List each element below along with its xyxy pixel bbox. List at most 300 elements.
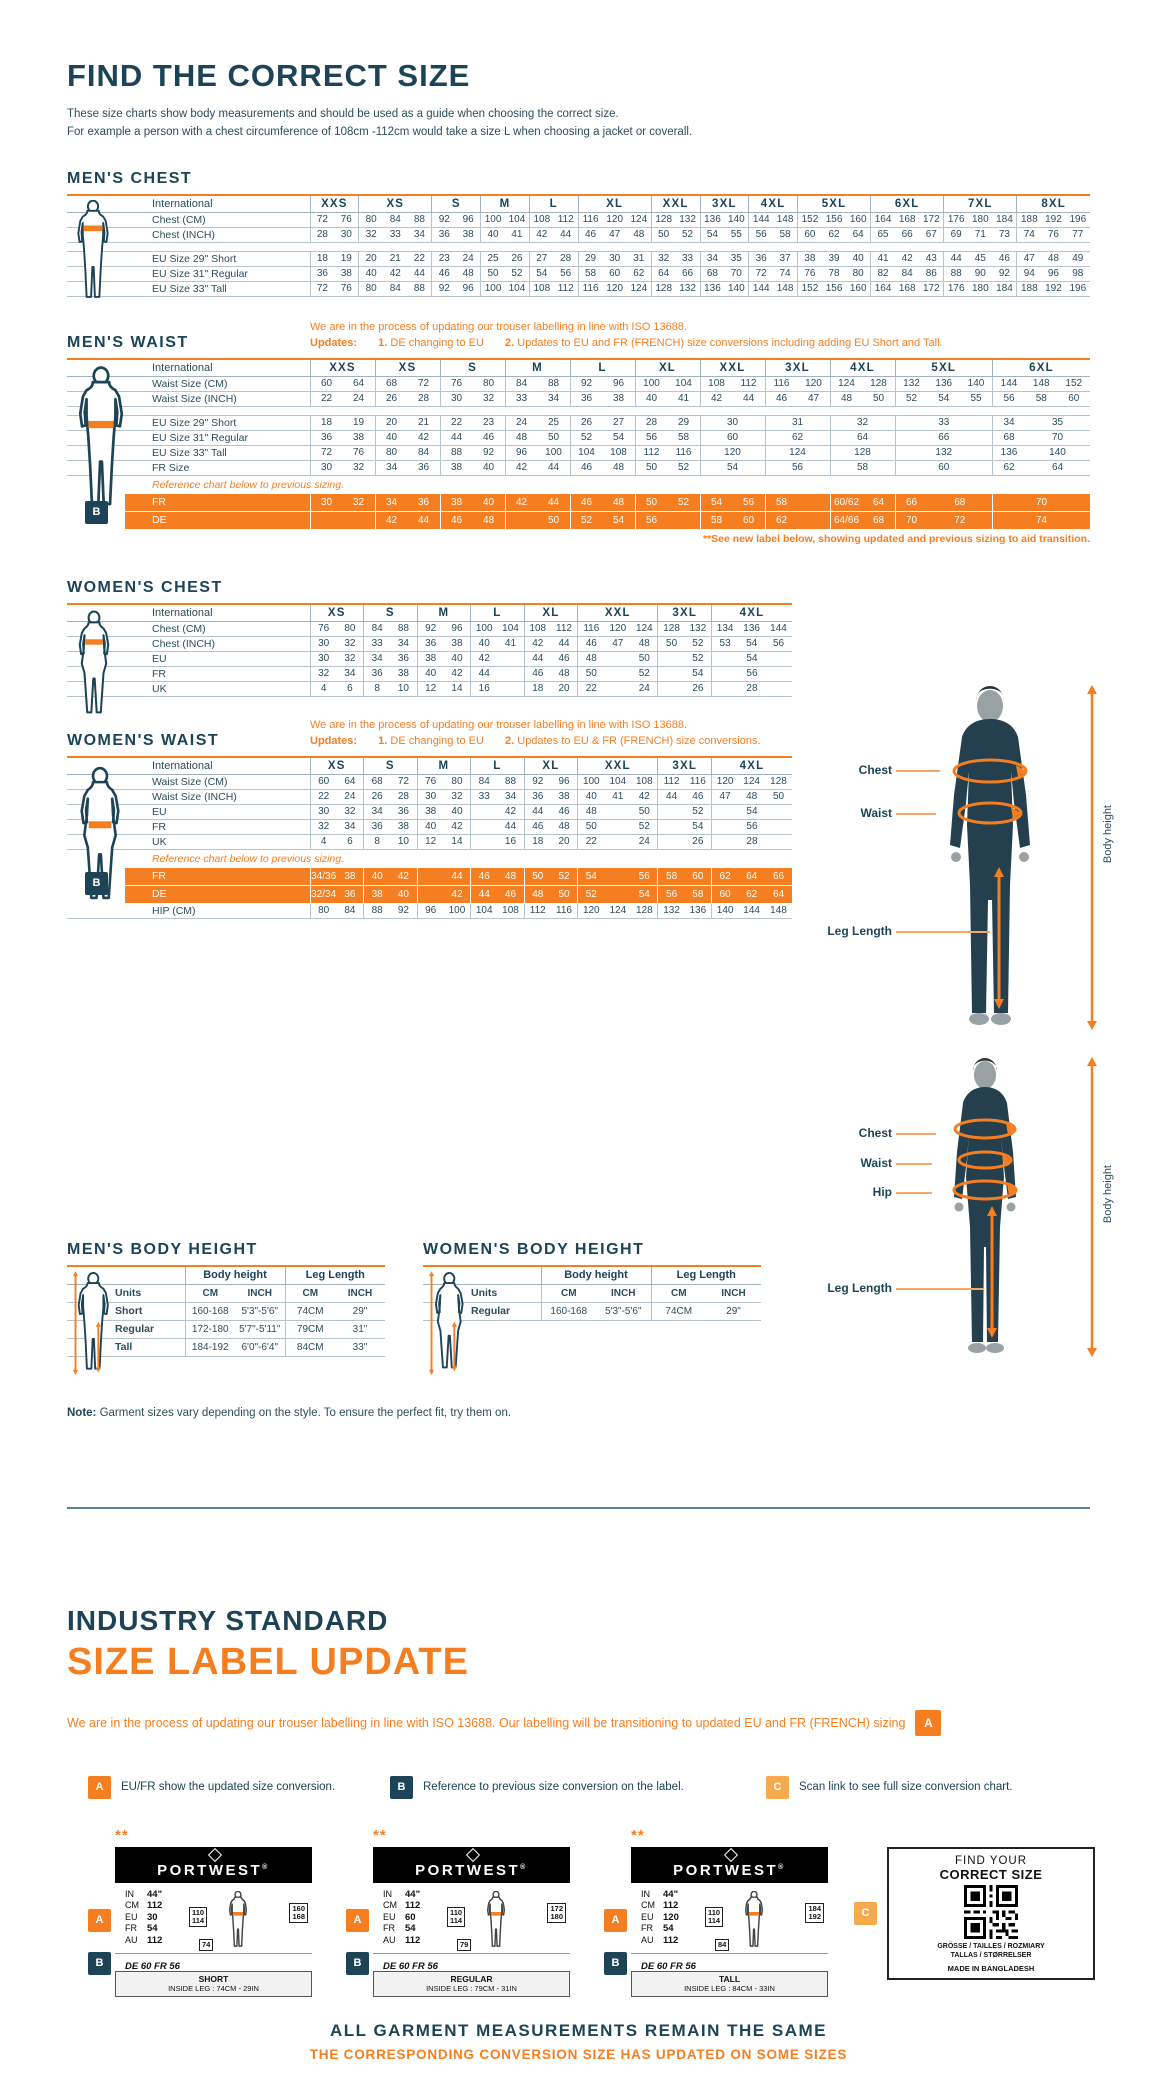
size-column-header: 3XL xyxy=(765,360,830,377)
size-column-header: 4XL xyxy=(749,196,798,213)
size-cell: 180 xyxy=(968,212,992,227)
size-cell: 116 xyxy=(668,445,701,460)
size-cell: 18 xyxy=(310,415,343,430)
size-cell: 42 xyxy=(408,430,441,445)
size-cell: 72 xyxy=(928,511,993,529)
size-cell: 55 xyxy=(960,391,993,406)
size-cell: CM xyxy=(541,1284,596,1302)
size-cell: 35 xyxy=(724,251,748,266)
badge-a: A xyxy=(604,1909,627,1932)
size-cell: 27 xyxy=(529,251,553,266)
size-cell: 76 xyxy=(334,212,358,227)
size-cell: 38 xyxy=(343,430,376,445)
badge-a: A xyxy=(88,1909,111,1932)
size-cell: 72 xyxy=(310,445,343,460)
size-cell: 23 xyxy=(432,251,456,266)
size-cell: 50 xyxy=(631,651,658,666)
size-cell: 42 xyxy=(895,251,919,266)
size-cell: 70 xyxy=(895,511,928,529)
size-cell: 48 xyxy=(578,651,605,666)
size-cell: 144 xyxy=(765,621,792,636)
row-label: DE xyxy=(67,885,310,903)
size-cell: 43 xyxy=(919,251,943,266)
size-cell: 84 xyxy=(895,266,919,281)
size-cell: 36 xyxy=(524,789,551,804)
label-figure-icon xyxy=(221,1891,255,1949)
size-column-header: L xyxy=(471,605,525,622)
leader-line xyxy=(896,1163,932,1165)
size-label-card-regular xyxy=(353,1826,570,1997)
size-cell: 33 xyxy=(505,391,538,406)
size-cell: 108 xyxy=(631,774,658,789)
size-cell: 188 xyxy=(1017,212,1041,227)
size-cell: 192 xyxy=(1041,212,1065,227)
size-cell: 40 xyxy=(473,494,506,512)
size-cell: 84CM xyxy=(285,1338,335,1356)
mens-body-height-table-wrap xyxy=(67,1265,385,1357)
size-cell: 108 xyxy=(529,212,553,227)
mens-waist-note: We are in the process of updating our trouser labelling in line with ISO 13688. Updates: 1. DE changing to EU 2. Updates to EU and FR (FRENCH) size conversions including adding EU Short and Tall. xyxy=(310,320,943,350)
size-cell: 42 xyxy=(631,789,658,804)
size-cell: 47 xyxy=(711,789,738,804)
row-label: DE xyxy=(67,511,310,529)
leader-line xyxy=(896,770,940,772)
table-row xyxy=(67,460,1090,475)
row-label: UK xyxy=(67,681,310,696)
size-cell: 100 xyxy=(481,212,505,227)
size-cell: 128 xyxy=(631,903,658,918)
badge-b: B xyxy=(604,1952,627,1975)
mens-chest-table xyxy=(67,196,1090,297)
size-cell: 60 xyxy=(603,266,627,281)
size-cell: 70 xyxy=(1025,430,1090,445)
size-cell: 124 xyxy=(604,903,631,918)
size-cell: 65 xyxy=(871,227,895,242)
size-cell: 168 xyxy=(895,212,919,227)
size-column-header: XL xyxy=(524,758,578,775)
size-cell: 28 xyxy=(711,681,792,696)
size-cell: 42 xyxy=(497,804,524,819)
portwest-diamond-icon xyxy=(207,1848,221,1862)
size-cell: 74 xyxy=(773,266,797,281)
size-cell: 112 xyxy=(658,774,685,789)
size-cell: 72 xyxy=(390,774,417,789)
size-cell: 124 xyxy=(830,376,863,391)
size-cell: 132 xyxy=(895,445,993,460)
size-cell: 88 xyxy=(944,266,968,281)
size-cell: 22 xyxy=(310,789,337,804)
size-cell: 112 xyxy=(635,445,668,460)
size-cell: 26 xyxy=(570,415,603,430)
size-column-header: 3XL xyxy=(658,758,712,775)
size-cell: 56 xyxy=(993,391,1026,406)
size-cell: 68 xyxy=(375,376,408,391)
size-cell: 84 xyxy=(364,621,391,636)
size-cell: 184-192 xyxy=(185,1338,235,1356)
size-cell: 62 xyxy=(711,868,738,886)
size-cell: 46 xyxy=(471,868,498,886)
size-cell: 108 xyxy=(603,445,636,460)
mens-waist-table xyxy=(67,360,1090,530)
size-cell: 76 xyxy=(343,445,376,460)
row-label: EU Size 33" Tall xyxy=(67,445,310,460)
size-cell: 108 xyxy=(700,376,733,391)
row-label: FR xyxy=(67,494,310,512)
size-cell: 84 xyxy=(383,281,407,296)
row-label: FR xyxy=(67,819,310,834)
size-cell: 92 xyxy=(417,621,444,636)
size-cell: 80 xyxy=(375,445,408,460)
size-cell: 74 xyxy=(993,511,1091,529)
size-cell: 52 xyxy=(668,494,701,512)
size-column-header: XL xyxy=(524,605,578,622)
table-row xyxy=(67,819,792,834)
size-cell: 24 xyxy=(456,251,480,266)
section-divider xyxy=(67,1507,1090,1509)
row-label: EU Size 29" Short xyxy=(67,251,310,266)
size-cell: 104 xyxy=(505,212,529,227)
size-cell: 20 xyxy=(551,834,578,849)
size-cell: 34 xyxy=(390,636,417,651)
industry-standard-heading: INDUSTRY STANDARD xyxy=(67,1604,389,1636)
table-row xyxy=(67,212,1090,227)
size-cell: 30 xyxy=(440,391,473,406)
size-cell: 38 xyxy=(444,636,471,651)
size-cell: 42 xyxy=(505,494,538,512)
size-table xyxy=(67,360,1090,530)
size-cell: 36 xyxy=(408,494,441,512)
label-footer: SHORT INSIDE LEG : 74CM - 29IN xyxy=(115,1971,312,1997)
size-cell: 116 xyxy=(685,774,712,789)
header-row xyxy=(67,196,1090,213)
size-cell: 46 xyxy=(497,885,524,903)
size-cell: 80 xyxy=(310,903,337,918)
size-cell: 38 xyxy=(440,494,473,512)
size-cell: 60 xyxy=(310,376,343,391)
label-figure-icon xyxy=(737,1891,771,1949)
size-cell: 24 xyxy=(631,681,658,696)
row-label: FR xyxy=(67,666,310,681)
size-cell: 72 xyxy=(310,281,334,296)
size-cell: 54 xyxy=(603,430,636,445)
table-row xyxy=(67,251,1090,266)
female-leg-length-label: Leg Length xyxy=(827,1281,892,1295)
size-cell: 52 xyxy=(551,868,578,886)
footer-line-1: ALL GARMENT MEASUREMENTS REMAIN THE SAME xyxy=(330,2020,827,2040)
size-cell: 40 xyxy=(359,266,383,281)
size-cell: 50 xyxy=(538,430,571,445)
size-cell: 64 xyxy=(337,774,364,789)
size-cell: 42 xyxy=(444,819,471,834)
size-cell: 124 xyxy=(738,774,765,789)
row-label: EU xyxy=(67,804,310,819)
size-cell: 40 xyxy=(846,251,870,266)
size-cell: 56 xyxy=(635,430,668,445)
size-cell: 25 xyxy=(538,415,571,430)
section-womens-chest xyxy=(67,579,1157,697)
size-cell: 148 xyxy=(1025,376,1058,391)
previous-sizing-row xyxy=(67,885,792,903)
size-cell: 12 xyxy=(417,681,444,696)
size-cell: 40 xyxy=(364,868,391,886)
size-cell: 45 xyxy=(968,251,992,266)
womens-chest-heading: WOMEN'S CHEST xyxy=(67,578,223,596)
row-label: Units xyxy=(423,1284,541,1302)
corner-header: International xyxy=(67,605,310,622)
size-cell: 88 xyxy=(364,903,391,918)
size-cell: 46 xyxy=(551,651,578,666)
size-cell: 32 xyxy=(359,227,383,242)
size-cell: 120 xyxy=(700,445,765,460)
size-cell: 21 xyxy=(383,251,407,266)
size-cell: 40 xyxy=(417,819,444,834)
portwest-diamond-icon xyxy=(465,1848,479,1862)
size-cell: 30 xyxy=(310,460,343,475)
size-cell xyxy=(658,819,685,834)
size-cell: 74CM xyxy=(651,1302,706,1320)
size-cell: 50 xyxy=(538,511,571,529)
size-cell: 96 xyxy=(551,774,578,789)
size-cell: 32 xyxy=(337,651,364,666)
size-cell: 148 xyxy=(765,903,792,918)
size-cell: 76 xyxy=(417,774,444,789)
portwest-logo: PORTWEST® xyxy=(631,1847,828,1883)
size-cell: 54 xyxy=(685,666,712,681)
male-figure-photo xyxy=(920,685,1060,1030)
size-cell: 50 xyxy=(481,266,505,281)
size-cell: 180 xyxy=(968,281,992,296)
intro-text xyxy=(67,106,1157,142)
size-cell: 56 xyxy=(554,266,578,281)
size-cell: 32 xyxy=(830,415,895,430)
size-column-header: Leg Length xyxy=(651,1267,761,1285)
size-cell: 18 xyxy=(524,834,551,849)
size-cell: 38 xyxy=(334,266,358,281)
size-column-header: XL xyxy=(635,360,700,377)
size-cell: 36 xyxy=(390,651,417,666)
size-cell: 19 xyxy=(334,251,358,266)
size-cell: 68 xyxy=(993,430,1026,445)
size-cell xyxy=(471,804,498,819)
table-row xyxy=(67,903,792,918)
size-cell: 52 xyxy=(570,430,603,445)
size-cell: 33 xyxy=(364,636,391,651)
size-cell: 44 xyxy=(658,789,685,804)
header-row xyxy=(67,360,1090,377)
row-label: EU Size 31" Regular xyxy=(67,266,310,281)
mens-chest-figure-icon xyxy=(73,200,113,302)
size-cell: 76 xyxy=(440,376,473,391)
mens-body-height-heading: MEN'S BODY HEIGHT xyxy=(67,1240,258,1258)
size-cell: 54 xyxy=(700,227,724,242)
size-cell: 33 xyxy=(471,789,498,804)
size-cell xyxy=(497,651,524,666)
size-cell: 164 xyxy=(871,281,895,296)
size-cell: 28 xyxy=(711,834,792,849)
intro-line-1: These size charts show body measurements and should be used as a guide when choosing the correct size. xyxy=(67,108,619,120)
size-cell: 160-168 xyxy=(185,1302,235,1320)
size-column-header: 7XL xyxy=(944,196,1017,213)
header-row xyxy=(67,605,792,622)
size-cell: 104 xyxy=(497,621,524,636)
qr-column xyxy=(854,1847,1095,1980)
size-cell: 44 xyxy=(497,819,524,834)
size-cell: 21 xyxy=(408,415,441,430)
size-cell: 28 xyxy=(390,789,417,804)
size-cell: 116 xyxy=(578,212,602,227)
size-cell: 36 xyxy=(570,391,603,406)
size-cell: 46 xyxy=(432,266,456,281)
label-size-list: IN 44" CM 112 EU 30 FR 54 AU 112 xyxy=(125,1888,163,1946)
size-cell: 38 xyxy=(417,804,444,819)
size-cell: 24 xyxy=(337,789,364,804)
size-cell: 18 xyxy=(310,251,334,266)
size-cell: 26 xyxy=(685,681,712,696)
size-column-header: S xyxy=(364,605,418,622)
intro-line-2: For example a person with a chest circumference of 108cm -112cm would take a size L when choosing a jacket or coverall. xyxy=(67,125,693,138)
table-row xyxy=(67,406,1090,415)
size-column-header: XL xyxy=(578,196,651,213)
stars-marker: ** xyxy=(115,1826,129,1844)
size-cell: 120 xyxy=(603,281,627,296)
size-cell: 66 xyxy=(676,266,700,281)
size-cell xyxy=(497,666,524,681)
qr-code-icon xyxy=(964,1885,1018,1939)
size-cell: 132 xyxy=(895,376,928,391)
reference-note: Reference chart below to previous sizing. xyxy=(152,478,345,491)
size-cell: 36 xyxy=(417,636,444,651)
row-label: Waist Size (CM) xyxy=(67,376,310,391)
size-cell: 124 xyxy=(765,445,830,460)
female-chest-label: Chest xyxy=(858,1126,892,1140)
size-cell: 30 xyxy=(700,415,765,430)
row-label: Regular xyxy=(67,1320,185,1338)
size-column-header: 3XL xyxy=(658,605,712,622)
size-cell: 120 xyxy=(711,774,738,789)
size-column-header: XXL xyxy=(651,196,700,213)
size-cell: 38 xyxy=(364,885,391,903)
size-cell: 108 xyxy=(497,903,524,918)
size-cell: 33 xyxy=(383,227,407,242)
size-cell: 66 xyxy=(765,868,792,886)
size-cell: 34 xyxy=(408,227,432,242)
size-cell: 38 xyxy=(551,789,578,804)
size-cell: 34/36 xyxy=(310,868,337,886)
size-column-header: Body height xyxy=(185,1267,285,1285)
previous-sizing-row xyxy=(67,494,1090,512)
table-row xyxy=(67,621,792,636)
size-cell: 128 xyxy=(863,376,896,391)
size-cell xyxy=(658,681,685,696)
size-cell: 100 xyxy=(471,621,498,636)
size-cell: 88 xyxy=(408,212,432,227)
size-table xyxy=(67,605,792,697)
size-cell: 32 xyxy=(337,636,364,651)
size-cell: 34 xyxy=(538,391,571,406)
size-cell: 140 xyxy=(724,212,748,227)
size-cell: 90 xyxy=(968,266,992,281)
size-cell: 50 xyxy=(863,391,896,406)
size-cell: 14 xyxy=(444,681,471,696)
size-cell: 76 xyxy=(334,281,358,296)
size-cell: 56 xyxy=(631,868,658,886)
size-cell: 52 xyxy=(578,885,605,903)
row-label: Waist Size (INCH) xyxy=(67,391,310,406)
size-cell xyxy=(497,681,524,696)
size-cell: 192 xyxy=(1041,281,1065,296)
size-cell: 136 xyxy=(685,903,712,918)
size-cell: 30 xyxy=(334,227,358,242)
size-cell: 20 xyxy=(359,251,383,266)
size-cell: 32 xyxy=(337,804,364,819)
size-cell: 69 xyxy=(944,227,968,242)
size-cell: 38 xyxy=(440,460,473,475)
size-cell: 196 xyxy=(1066,281,1090,296)
size-cell: 68 xyxy=(928,494,993,512)
size-column-header: XXS xyxy=(310,360,375,377)
legend-item-a xyxy=(88,1776,390,1799)
table-row xyxy=(67,834,792,849)
legend-text: EU/FR show the updated size conversion. xyxy=(121,1781,336,1794)
size-cell xyxy=(604,681,631,696)
size-cell: 42 xyxy=(700,391,733,406)
size-cell: 41 xyxy=(871,251,895,266)
size-cell: 84 xyxy=(505,376,538,391)
size-label-card-tall xyxy=(611,1826,828,1997)
table-row xyxy=(67,242,1090,251)
size-cell xyxy=(798,511,831,529)
size-cell: 10 xyxy=(390,834,417,849)
size-cell: 46 xyxy=(524,666,551,681)
size-cell: 33 xyxy=(676,251,700,266)
size-cell: 34 xyxy=(497,789,524,804)
size-cell: 56 xyxy=(635,511,668,529)
size-cell: 54 xyxy=(700,460,765,475)
size-cell: 116 xyxy=(765,376,798,391)
size-cell: 6'0"-6'4" xyxy=(235,1338,285,1356)
size-cell: 58 xyxy=(1025,391,1058,406)
size-column-header: XS xyxy=(359,196,432,213)
size-cell: 32 xyxy=(473,391,506,406)
size-cell: 41 xyxy=(505,227,529,242)
label-size-list: IN 44" CM 112 EU 120 FR 54 AU 112 xyxy=(641,1888,679,1946)
leader-line xyxy=(896,931,990,933)
size-cell xyxy=(604,804,631,819)
size-cell: CM xyxy=(651,1284,706,1302)
size-column-header: XXL xyxy=(578,605,658,622)
size-cell: 5'7"-5'11" xyxy=(235,1320,285,1338)
previous-size-row: B DE 60 FR 56 xyxy=(373,1953,570,1971)
size-cell: 84 xyxy=(337,903,364,918)
size-column-header: L xyxy=(471,758,525,775)
size-cell: 66 xyxy=(895,430,993,445)
size-cell: 25 xyxy=(481,251,505,266)
size-cell: 60 xyxy=(700,430,765,445)
size-cell: 50 xyxy=(524,868,551,886)
size-cell: 32 xyxy=(343,494,376,512)
womens-body-height-table-wrap xyxy=(423,1265,761,1321)
size-cell: 54 xyxy=(700,494,733,512)
size-cell: 80 xyxy=(359,212,383,227)
table-row xyxy=(67,666,792,681)
size-cell: 132 xyxy=(676,281,700,296)
size-cell: 53 xyxy=(711,636,738,651)
size-cell: 100 xyxy=(635,376,668,391)
table-row xyxy=(67,391,1090,406)
reference-note-row xyxy=(67,849,792,868)
size-cell: 80 xyxy=(359,281,383,296)
size-cell: 24 xyxy=(505,415,538,430)
